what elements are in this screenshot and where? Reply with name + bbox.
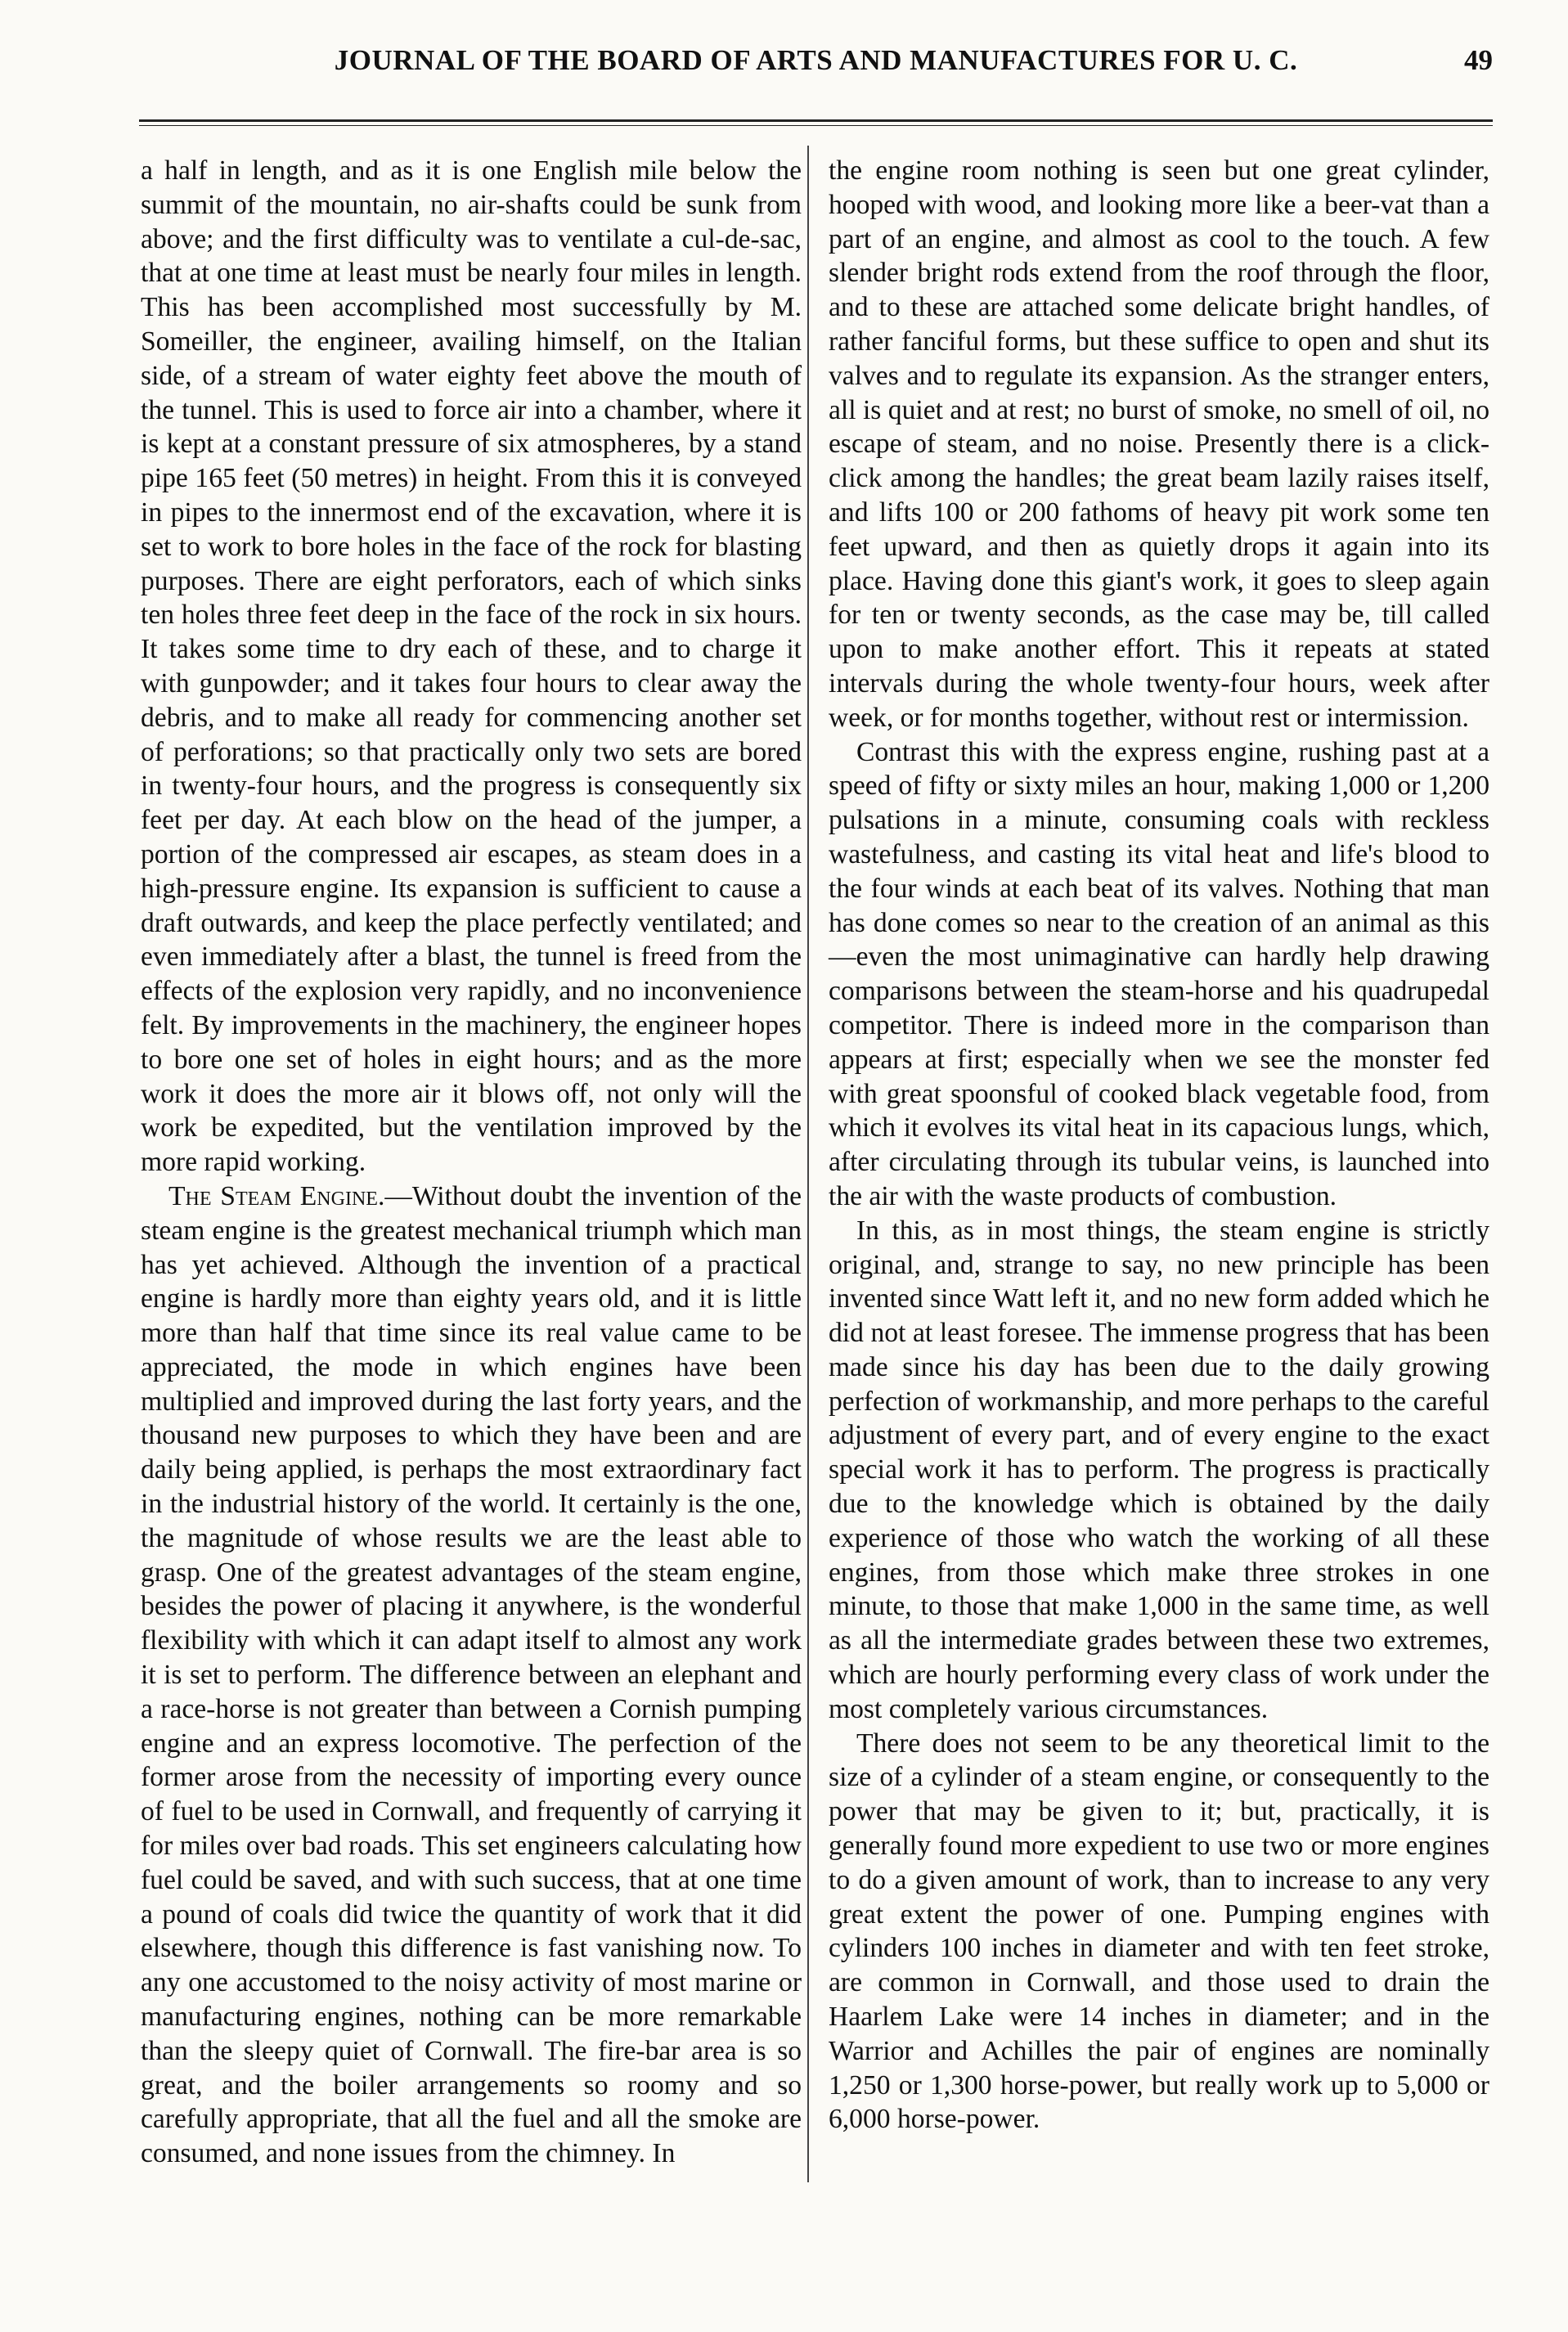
paragraph-cylinder-size: There does not seem to be any theoretical limit to the size of a cylinder of a steam engine, or consequently to the power that may be given to it; but, practically, it is generally found more expedient to use two or more engines to do a given amount of work, than to increase to any very great extent the power of one. Pumping engines with cylinders 100 inches in diameter and with ten feet stroke, are common in Cornwall, and those used to drain the Haarlem Lake were 14 inches in diameter; and in the Warrior and Achilles the pair of engines are nominally 1,250 or 1,300 horse-power, but really work up to 5,000 or 6,000 horse-power.	[829, 1728, 1489, 2135]
paragraph-tunnel-ventilation: a half in length, and as it is one English mile below the summit of the mountain, no air-shafts could be sunk from above; and the first difficulty was to ventilate a cul-de-sac, that at one time at least must be nearly four miles in length. This has been accomplished most successfully by M. Someiller, the engineer, availing himself, on the Italian side, of a stream of water eighty feet above the mouth of the tunnel. This is used to force air into a chamber, where it is kept at a constant pressure of six atmospheres, by a stand pipe 165 feet (50 metres) in height. From this it is conveyed in pipes to the innermost end of the excavation, where it is set to work to bore holes in the face of the rock for blasting purposes. There are eight perforators, each of which sinks ten holes three feet deep in the face of the rock in six hours. It takes some time to dry each of these, and to charge it with gunpowder; and it takes four hours to clear away the debris, and to make all ready for commencing another set of perforations; so that practically only two sets are bored in twenty-four hours, and the progress is consequently six feet per day. At each blow on the head of the jumper, a portion of the compressed air escapes, as steam does in a high-pressure engine. Its expansion is sufficient to cause a draft outwards, and keep the place perfectly ventilated; and even immediately after a blast, the tunnel is freed from the effects of the explosion very rapidly, and no inconvenience felt. By improvements in the machinery, the engineer hopes to bore one set of holes in eight hours; and as the more work it does the more air it blows off, not only will the work be expedited, but the ventilation improved by the more rapid working.	[141, 155, 802, 1178]
left-column	[141, 154, 802, 2171]
header-rule-thin	[139, 125, 1493, 126]
paragraph-steam-engine-text: —Without doubt the invention of the steam engine is the greatest mechanical triumph which man has yet achieved. Although the invention of a practical engine is hardly more than eighty years old, and it is little more than half that time since its real value came to be appreciated, the mode in which engines have been multiplied and improved during the last forty years, and the thousand new purposes to which they have been and are daily being applied, is perhaps the most extraordinary fact in the industrial history of the world. It certainly is the one, the magnitude of whose results we are the least able to grasp. One of the greatest advantages of the steam engine, besides the power of placing it anywhere, is the wonderful flexibility with which it can adapt itself to almost any work it is set to perform. The difference between an elephant and a race-horse is not greater than between a Cornish pumping engine and an express locomotive. The perfection of the former arose from the necessity of importing every ounce of fuel to be used in Cornwall, and frequently of carrying it for miles over bad roads. This set engineers calculating how fuel could be saved, and with such success, that at one time a pound of coals did twice the quantity of work that it did elsewhere, though this difference is fast vanishing now. To any one accustomed to the noisy activity of most marine or manufacturing engines, nothing can be more remarkable than the sleepy quiet of Cornwall. The fire-bar area is so great, and the boiler arrangements so roomy and so carefully appropriate, that all the fuel and all the smoke are consumed, and none issues from the chimney. In	[141, 1180, 802, 2169]
page-number: 49	[1464, 44, 1493, 76]
paragraph-original-principle: In this, as in most things, the steam engine is strictly original, and, strange to say, no new principle has been invented since Watt left it, and no new form added which he did not at least foresee. The immense progress that has been made since his day has been due to the daily growing perfection of workmanship, and more perhaps to the careful adjustment of every part, and of every engine to the exact special work it has to perform. The progress is practically due to the knowledge which is obtained by the daily experience of those who watch the working of all these engines, from those which make three strokes in one minute, to those that make 1,000 in the same time, as well as all the intermediate grades between these two extremes, which are hourly performing every class of work under the most completely various circumstances.	[829, 1215, 1489, 1724]
paragraph-steam-engine	[141, 1179, 802, 2171]
header-rule-thick	[139, 119, 1493, 122]
right-column	[829, 154, 1489, 2137]
paragraph-engine-room: the engine room nothing is seen but one great cylinder, hooped with wood, and looking more like a beer-vat than a part of an engine, and almost as cool to the touch. A few slender bright rods extend from the roof through the floor, and to these are attached some delicate bright handles, of rather fanciful forms, but these suffice to open and shut its valves and to regulate its expansion. As the stranger enters, all is quiet and at rest; no burst of smoke, no smell of oil, no escape of steam, and no noise. Presently there is a click-click among the handles; the great beam lazily raises itself, and lifts 100 or 200 fathoms of heavy pit work some ten feet upward, and then as quietly drops it again into its place. Having done this giant's work, it goes to sleep again for ten or twenty seconds, as the case may be, till called upon to make another effort. This it repeats at stated intervals during the whole twenty-four hours, week after week, or for months together, without rest or intermission.	[829, 155, 1489, 733]
paragraph-express-engine: Contrast this with the express engine, rushing past at a speed of fifty or sixty miles an hour, making 1,000 or 1,200 pulsations in a minute, consuming coals with reckless wastefulness, and casting its vital heat and life's blood to the four winds at each beat of its valves. Nothing that man has done comes so near to the creation of an animal as this—even the most unimaginative can hardly help drawing comparisons between the steam-horse and his quadrupedal competitor. There is indeed more in the comparison than appears at first; especially when we see the monster fed with great spoonsful of cooked black vegetable food, from which it evolves its vital heat in its capacious lungs, which, after circulating through its tubular veins, is launched into the air with the waste products of combustion.	[829, 736, 1489, 1211]
running-title: JOURNAL OF THE BOARD OF ARTS AND MANUFACTURES FOR U. C.	[334, 44, 1298, 76]
column-divider	[807, 146, 809, 2182]
page-header	[139, 41, 1493, 90]
section-heading-steam-engine: The Steam Engine.	[168, 1180, 385, 1211]
